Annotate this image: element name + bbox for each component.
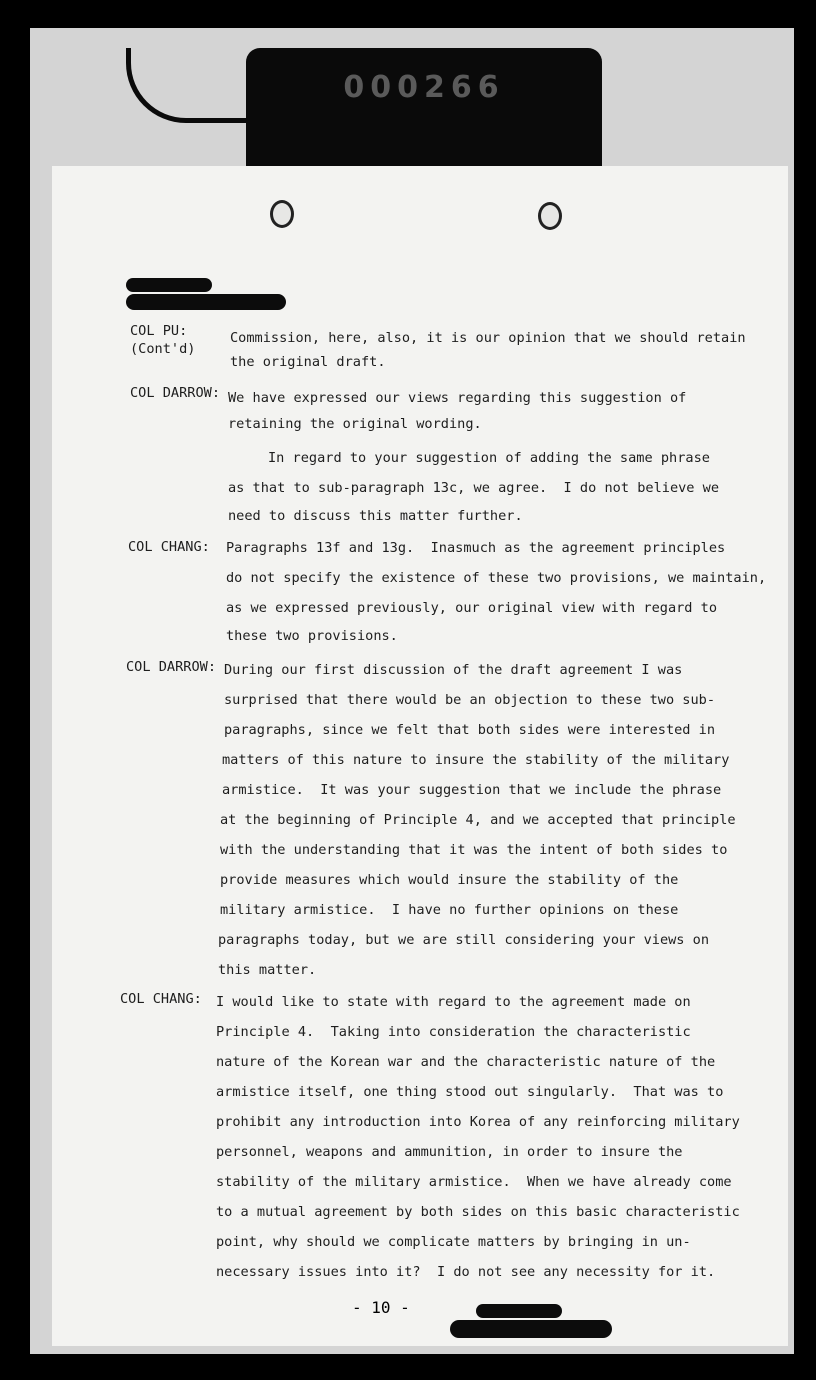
- speaker-label: COL PU: (Cont'd): [130, 323, 196, 357]
- transcript-line: nature of the Korean war and the characteristic nature of the: [216, 1054, 716, 1070]
- transcript-line: as that to sub-paragraph 13c, we agree. I do not believe we: [228, 480, 720, 496]
- transcript-line: do not specify the existence of these two provisions, we maintain,: [226, 570, 767, 586]
- transcript-line: military armistice. I have no further opinions on these: [220, 902, 679, 918]
- transcript-body: [52, 166, 788, 1346]
- transcript-line: paragraphs today, but we are still considering your views on: [218, 932, 710, 948]
- transcript-line: matters of this nature to insure the stability of the military: [222, 752, 730, 768]
- transcript-line: retaining the original wording.: [228, 416, 482, 432]
- speaker-label: COL CHANG:: [128, 539, 210, 555]
- transcript-line: necessary issues into it? I do not see any necessity for it.: [216, 1264, 716, 1280]
- counter-digits: 000266: [343, 70, 505, 105]
- transcript-line: prohibit any introduction into Korea of any reinforcing military: [216, 1114, 740, 1130]
- transcript-line: In regard to your suggestion of adding the same phrase: [268, 450, 710, 466]
- transcript-line: paragraphs, since we felt that both sides were interested in: [224, 722, 716, 738]
- transcript-line: point, why should we complicate matters by bringing in un-: [216, 1234, 691, 1250]
- transcript-line: We have expressed our views regarding this suggestion of: [228, 390, 687, 406]
- transcript-line: I would like to state with regard to the agreement made on: [216, 994, 691, 1010]
- speaker-label: COL DARROW:: [126, 659, 217, 675]
- transcript-line: need to discuss this matter further.: [228, 508, 523, 524]
- transcript-line: to a mutual agreement by both sides on this basic characteristic: [216, 1204, 740, 1220]
- transcript-line: provide measures which would insure the stability of the: [220, 872, 679, 888]
- transcript-line: the original draft.: [230, 354, 386, 370]
- transcript-line: Principle 4. Taking into consideration the characteristic: [216, 1024, 691, 1040]
- transcript-line: personnel, weapons and ammunition, in order to insure the: [216, 1144, 683, 1160]
- document-page: [52, 166, 788, 1346]
- transcript-line: stability of the military armistice. When we have already come: [216, 1174, 732, 1190]
- transcript-line: at the beginning of Principle 4, and we accepted that principle: [220, 812, 736, 828]
- transcript-line: armistice. It was your suggestion that we include the phrase: [222, 782, 722, 798]
- transcript-line: this matter.: [218, 962, 317, 978]
- transcript-line: as we expressed previously, our original view with regard to: [226, 600, 718, 616]
- transcript-line: armistice itself, one thing stood out singularly. That was to: [216, 1084, 724, 1100]
- page-number: - 10 -: [352, 1298, 410, 1317]
- speaker-label: COL CHANG:: [120, 991, 202, 1007]
- transcript-line: Commission, here, also, it is our opinion that we should retain: [230, 330, 746, 346]
- transcript-line: Paragraphs 13f and 13g. Inasmuch as the agreement principles: [226, 540, 726, 556]
- transcript-line: with the understanding that it was the intent of both sides to: [220, 842, 728, 858]
- speaker-label: COL DARROW:: [130, 385, 221, 401]
- transcript-line: these two provisions.: [226, 628, 398, 644]
- transcript-line: surprised that there would be an objection to these two sub-: [224, 692, 716, 708]
- transcript-line: During our first discussion of the draft agreement I was: [224, 662, 683, 678]
